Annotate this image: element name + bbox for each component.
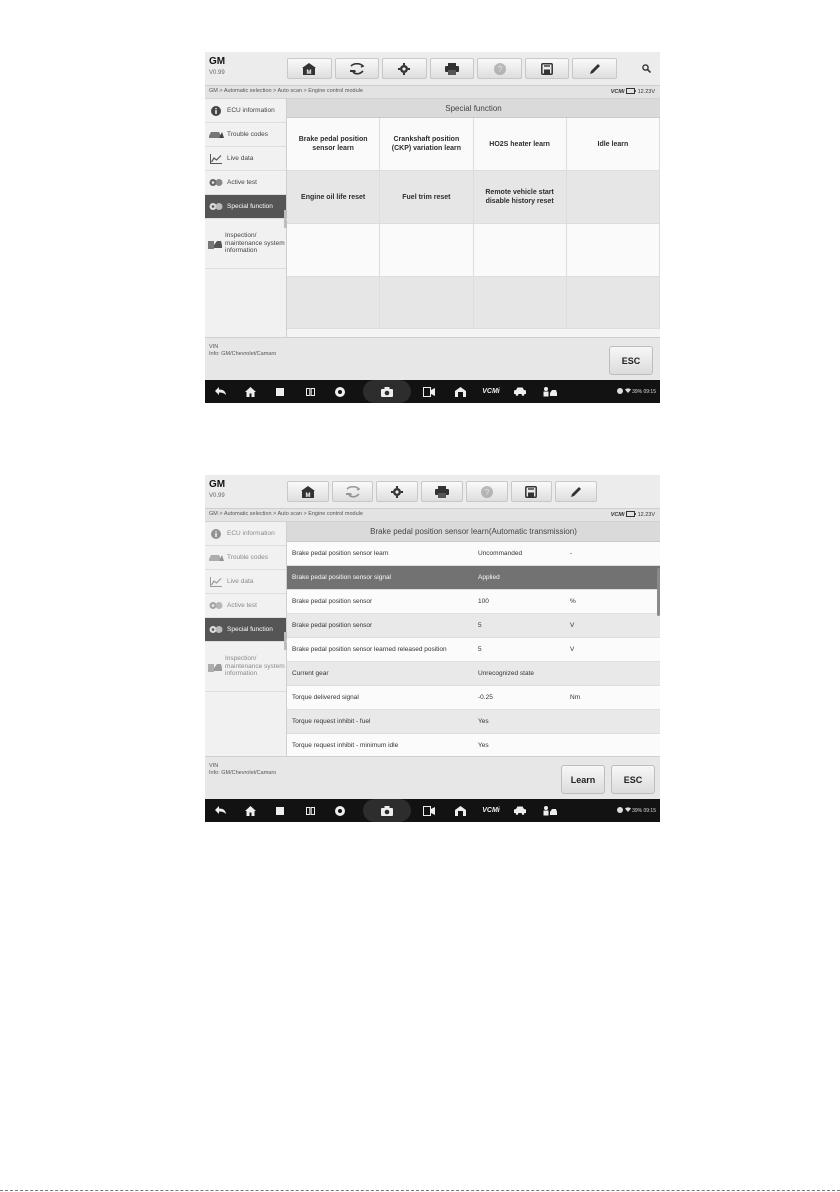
sidebar-item-ecu-information[interactable] [205, 522, 286, 546]
vcm-label: VCMi [610, 89, 625, 95]
vehicle-swap-button[interactable] [332, 481, 374, 502]
parameter-name: Brake pedal position sensor learn [292, 549, 389, 557]
screen-record-button[interactable] [418, 799, 440, 822]
sidebar-item-live-data[interactable] [205, 147, 286, 171]
vehicle-swap-icon [345, 486, 361, 498]
sidebar-item-live-data[interactable] [205, 570, 286, 594]
vehicle-info-text: Info: GM/Chevrolet/Camaro [209, 770, 277, 776]
vehicle-info-bar [205, 337, 660, 381]
empty-cell [287, 277, 380, 329]
sidebar-item-trouble-codes[interactable] [205, 123, 286, 147]
app-version: V0.99 [209, 493, 225, 499]
svg-text:M: M [306, 69, 312, 75]
svg-text:M: M [305, 492, 311, 498]
garage-icon [455, 806, 466, 816]
sidebar-item-label: Active test [227, 178, 257, 186]
parameter-name: Brake pedal position sensor learned released position [292, 645, 447, 653]
panel-title: Brake pedal position sensor learn(Automatic transmission) [287, 522, 660, 542]
save-icon [525, 486, 537, 498]
trouble-code-icon [208, 130, 224, 139]
screenshot-button[interactable] [376, 799, 398, 822]
pen-icon [589, 63, 601, 75]
vehicle-info-bar [205, 756, 660, 800]
browser-icon [335, 387, 345, 397]
save-icon [541, 63, 553, 75]
learn-button[interactable]: Learn [561, 765, 605, 794]
parameter-row[interactable] [287, 686, 660, 710]
empty-cell [567, 277, 660, 329]
help-button[interactable] [466, 481, 508, 502]
page-footer-rule [0, 1190, 840, 1191]
vehicle-info [209, 344, 276, 358]
parameter-list [287, 542, 660, 757]
screenshot-button[interactable] [376, 380, 398, 403]
function-row [287, 118, 660, 171]
sidebar-item-ecu-information[interactable] [205, 99, 286, 123]
sidebar-item-label: Active test [227, 601, 257, 609]
parameter-row[interactable] [287, 590, 660, 614]
function-tile[interactable]: Fuel trim reset [380, 171, 473, 224]
parameter-value: Yes [478, 742, 489, 749]
car-icon [514, 806, 526, 815]
home-nav-icon [245, 806, 256, 816]
status-tray [617, 807, 656, 814]
parameter-name: Brake pedal position sensor [292, 621, 373, 629]
sidebar-item-active-test[interactable] [205, 171, 286, 195]
esc-button[interactable]: ESC [611, 765, 655, 794]
screen-record-icon [423, 806, 435, 816]
parameter-value: Unrecognized state [478, 670, 535, 677]
sidebar [205, 522, 287, 756]
sidebar-item-label: ECU information [227, 106, 275, 114]
battery-icon [626, 88, 636, 94]
vehicle-button[interactable] [509, 380, 531, 403]
battery-voltage [611, 511, 655, 518]
vehicle-info [209, 763, 276, 777]
top-toolbar [205, 52, 660, 86]
split-screen-button[interactable] [299, 799, 321, 822]
parameter-unit: V [570, 646, 575, 653]
special-function-icon [209, 625, 223, 634]
remote-expert-icon [543, 387, 557, 397]
print-button[interactable] [430, 58, 475, 79]
garage-button[interactable] [449, 799, 471, 822]
brand-block [209, 480, 225, 501]
sidebar [205, 99, 287, 337]
parameter-value: -0.25 [478, 694, 493, 701]
function-tile[interactable]: HO2S heater learn [474, 118, 567, 171]
parameter-name: Torque request inhibit - minimum idle [292, 741, 399, 749]
camera-icon [381, 387, 393, 397]
notification-icon [617, 807, 623, 813]
breadcrumb-bar [205, 86, 660, 99]
parameter-unit: Nm [570, 694, 581, 701]
sidebar-item-label: Live data [227, 577, 254, 585]
panel-title: Special function [287, 99, 660, 118]
function-tile-empty [567, 171, 660, 224]
inspection-icon [208, 662, 222, 672]
svg-text:?: ? [484, 487, 489, 497]
breadcrumb-bar [205, 509, 660, 522]
app-version: V0.99 [209, 70, 225, 76]
empty-cell [287, 224, 380, 277]
battery-voltage [611, 88, 655, 95]
home-nav-button[interactable] [239, 380, 261, 403]
svg-text:?: ? [497, 64, 502, 74]
function-tile[interactable]: Engine oil life reset [287, 171, 380, 224]
active-test-icon [209, 178, 223, 187]
parameter-unit: % [570, 598, 576, 605]
vehicle-swap-button[interactable] [335, 58, 380, 79]
voltage-value: 12.23V [637, 512, 655, 518]
home-icon [302, 63, 316, 75]
breadcrumb: GM > Automatic selection > Auto scan > Engine control module [209, 88, 363, 94]
recent-apps-icon [276, 807, 284, 815]
sidebar-item-special-function[interactable] [205, 195, 286, 219]
parameter-unit: - [570, 550, 573, 557]
sidebar-item-label: Inspection/ maintenance system information [225, 232, 285, 255]
function-tile[interactable]: Brake pedal position sensor learn [287, 118, 380, 171]
search-button[interactable] [638, 60, 654, 76]
parameter-name: Brake pedal position sensor [292, 597, 373, 605]
inspection-icon [208, 239, 222, 249]
vin-label: VIN [209, 763, 219, 769]
vcm-nav-label: VCMi [482, 807, 500, 814]
home-button[interactable] [287, 481, 329, 502]
list-scrollbar[interactable] [657, 568, 660, 616]
vehicle-swap-icon [349, 63, 365, 75]
parameter-unit: V [570, 622, 575, 629]
sidebar-item-inspection[interactable] [205, 219, 286, 269]
search-icon [642, 64, 651, 73]
vcm-nav-label: VCMi [482, 388, 500, 395]
empty-row [287, 277, 660, 329]
vehicle-info-text: Info: GM/Chevrolet/Camaro [209, 351, 277, 357]
home-icon [301, 486, 315, 498]
special-function-icon [209, 202, 223, 211]
browser-icon [335, 806, 345, 816]
screenshot-special-function [205, 52, 660, 403]
gear-icon [391, 486, 403, 498]
parameter-name: Torque delivered signal [292, 693, 359, 701]
parameter-value: Applied [478, 574, 500, 581]
screenshot-brake-pedal-learn [205, 475, 660, 822]
vcm-button[interactable] [477, 799, 505, 822]
remote-expert-button[interactable] [539, 799, 561, 822]
wifi-icon [625, 807, 631, 812]
parameter-row-selected[interactable] [287, 566, 660, 590]
empty-cell [474, 224, 567, 277]
help-icon [494, 63, 506, 75]
empty-cell [380, 224, 473, 277]
breadcrumb: GM > Automatic selection > Auto scan > Engine control module [209, 511, 363, 517]
sidebar-item-active-test[interactable] [205, 594, 286, 618]
pen-icon [570, 486, 582, 498]
recent-apps-button[interactable] [269, 380, 291, 403]
notification-icon [617, 388, 623, 394]
parameter-name: Current gear [292, 669, 329, 677]
brand-name: GM [209, 479, 226, 490]
print-button[interactable] [421, 481, 463, 502]
status-tray [617, 388, 656, 395]
help-icon [481, 486, 493, 498]
vehicle-button[interactable] [509, 799, 531, 822]
parameter-value: 100 [478, 598, 489, 605]
empty-cell [474, 277, 567, 329]
chart-line-icon [210, 577, 222, 587]
empty-cell [567, 224, 660, 277]
home-nav-icon [245, 387, 256, 397]
system-nav-bar [205, 799, 660, 822]
parameter-row[interactable] [287, 614, 660, 638]
help-button[interactable] [477, 58, 522, 79]
back-icon [215, 387, 226, 396]
edit-button[interactable] [555, 481, 597, 502]
home-nav-button[interactable] [239, 799, 261, 822]
parameter-value: Yes [478, 718, 489, 725]
settings-button[interactable] [382, 58, 427, 79]
split-screen-button[interactable] [299, 380, 321, 403]
split-screen-icon [306, 388, 315, 396]
back-icon [215, 806, 226, 815]
sidebar-item-special-function[interactable] [205, 618, 286, 642]
parameter-row[interactable] [287, 710, 660, 734]
car-icon [514, 387, 526, 396]
voltage-value: 12.23V [637, 89, 655, 95]
back-button[interactable] [209, 380, 231, 403]
sidebar-item-label: Trouble codes [227, 130, 268, 138]
browser-button[interactable] [329, 799, 351, 822]
wifi-icon [625, 388, 631, 393]
info-icon [211, 529, 221, 539]
sidebar-item-label: Special function [227, 625, 273, 633]
parameter-value: Uncommanded [478, 550, 523, 557]
save-button[interactable] [511, 481, 553, 502]
parameter-name: Brake pedal position sensor signal [292, 573, 392, 581]
parameter-row[interactable] [287, 638, 660, 662]
parameter-value: 5 [478, 646, 482, 653]
home-button[interactable] [287, 58, 332, 79]
parameter-value: 5 [478, 622, 482, 629]
status-text: 39% 09:15 [632, 808, 656, 814]
browser-button[interactable] [329, 380, 351, 403]
printer-icon [435, 486, 449, 498]
save-button[interactable] [525, 58, 570, 79]
function-tile[interactable]: Idle learn [567, 118, 660, 171]
remote-expert-icon [543, 806, 557, 816]
edit-button[interactable] [572, 58, 617, 79]
esc-button[interactable]: ESC [609, 346, 653, 375]
printer-icon [445, 63, 459, 75]
status-text: 39% 09:15 [632, 389, 656, 395]
empty-row [287, 224, 660, 277]
function-tile[interactable]: Crankshaft position (CKP) variation learn [380, 118, 473, 171]
function-tile[interactable]: Remote vehicle start disable history reset [474, 171, 567, 224]
empty-cell [380, 277, 473, 329]
vcm-button[interactable] [477, 380, 505, 403]
sidebar-item-inspection[interactable] [205, 642, 286, 692]
sidebar-item-label: Inspection/ maintenance system information [225, 655, 285, 678]
brand-name: GM [209, 56, 226, 67]
brand-block [209, 57, 225, 78]
garage-icon [455, 387, 466, 397]
garage-button[interactable] [449, 380, 471, 403]
camera-icon [381, 806, 393, 816]
back-button[interactable] [209, 799, 231, 822]
system-nav-bar [205, 380, 660, 403]
screen-record-icon [423, 387, 435, 397]
parameter-row[interactable] [287, 542, 660, 566]
sidebar-item-trouble-codes[interactable] [205, 546, 286, 570]
function-row [287, 171, 660, 224]
settings-button[interactable] [376, 481, 418, 502]
data-stream-panel [287, 522, 660, 756]
sidebar-item-label: Live data [227, 154, 254, 162]
screen-record-button[interactable] [418, 380, 440, 403]
top-toolbar [205, 475, 660, 509]
sidebar-item-label: Trouble codes [227, 553, 268, 561]
sidebar-item-label: ECU information [227, 529, 275, 537]
gear-icon [398, 63, 410, 75]
active-test-icon [209, 601, 223, 610]
split-screen-icon [306, 807, 315, 815]
remote-expert-button[interactable] [539, 380, 561, 403]
trouble-code-icon [208, 553, 224, 562]
sidebar-item-label: Special function [227, 202, 273, 210]
vcm-label: VCMi [610, 512, 625, 518]
chart-line-icon [210, 154, 222, 164]
parameter-row[interactable] [287, 662, 660, 686]
parameter-name: Torque request inhibit - fuel [292, 717, 371, 725]
parameter-row[interactable] [287, 734, 660, 757]
recent-apps-button[interactable] [269, 799, 291, 822]
battery-icon [626, 511, 636, 517]
recent-apps-icon [276, 388, 284, 396]
info-icon [211, 106, 221, 116]
vin-label: VIN [209, 344, 219, 350]
special-function-panel [287, 99, 660, 337]
